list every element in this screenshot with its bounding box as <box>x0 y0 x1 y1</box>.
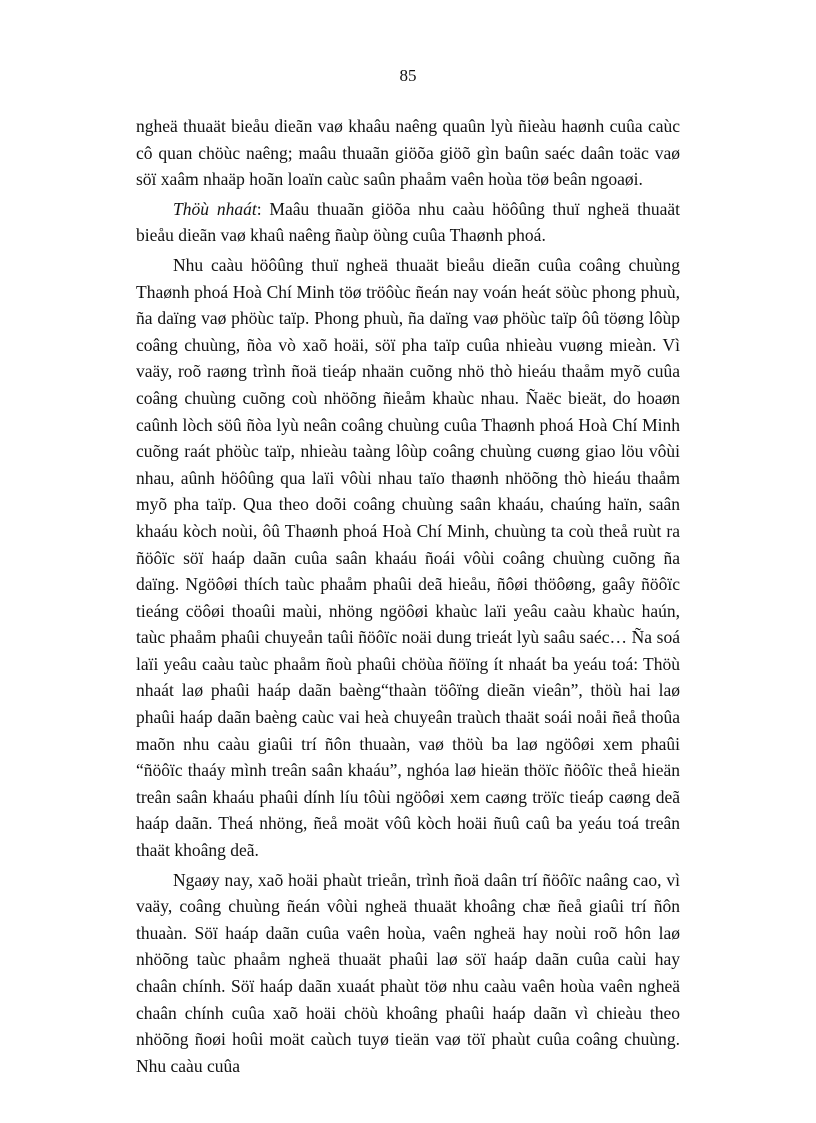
paragraph: ngheä thuaät bieåu dieãn vaø khaâu naêng quaûn lyù ñieàu haønh cuûa caùc cô quan chöùc naêng; maâu thuaãn giöõa giöõ gìn baûn saéc daân toäc vaø söï xaâm nhaäp hoãn loaïn caùc saûn phaåm vaên hoùa töø beân ngoaøi. <box>136 116 680 190</box>
paragraph: Ngaøy nay, xaõ hoäi phaùt trieån, trình ñoä daân trí ñöôïc naâng cao, vì vaäy, coâng chuùng ñeán vôùi ngheä thuaät khoâng chæ ñeå giaûi trí ñôn thuaàn. Söï haáp daãn cuûa vaên hoùa, vaên ngheä hay noùi roõ hôn laø nhöõng taùc phaåm ngheä thuaät phaûi laø söï haáp daãn cuûa caùi hay chaân chính. Söï haáp daãn xuaát phaùt töø nhu caàu vaên hoùa vaên ngheä chaân chính cuûa xaõ hoäi chöù khoâng phaûi haáp daãn vì chieàu theo nhöõng ñoøi hoûi moät caùch tuyø tieän vaø töï phaùt cuûa coâng chuùng. Nhu caàu cuûa <box>136 869 680 1076</box>
paragraph: Nhu caàu höôûng thuï ngheä thuaät bieåu dieãn cuûa coâng chuùng Thaønh phoá Hoà Chí Minh töø tröôùc ñeán nay voán heát söùc phong phuù, ña daïng vaø phöùc taïp. Phong phuù, ña daïng vaø phöùc taïp ôû töøng lôùp coâng chuùng, ñòa vò xaõ hoäi, söï pha taïp cuûa nhieàu vuøng mieàn. Vì vaäy, roõ raøng trình ñoä tieáp nhaän cuõng nhö thò hieáu thaåm myõ cuûa coâng chuùng cuõng coù nhöõng ñieåm khaùc nhau. Ñaëc bieät, do hoaøn caûnh lòch söû ñòa lyù neân coâng chuùng cuûa Thaønh phoá Hoà Chí Minh cuõng raát phöùc taïp, nhieàu taàng lôùp coâng chuùng cuøng giao löu vôùi nhau, aûnh höôûng qua laïi vôùi nhau taïo thaønh nhöõng thò hieáu thaåm myõ pha taïp. Qua theo doõi coâng chuùng saân khaáu, chaúng haïn, saân khaáu kòch noùi, ôû Thaønh phoá Hoà Chí Minh, chuùng ta coù theå ruùt ra ñöôïc söï haáp daãn cuûa saân khaáu ñoái vôùi coâng chuùng cuõng ña daïng. Ngöôøi thích taùc phaåm phaûi deã hieåu, ñôøi thöôøng, gaây ñöôïc tieáng cöôøi thoaûi maùi, nhöng ngöôøi khaùc laïi yeâu caàu khaùc haún, taùc phaåm phaûi chuyeån taûi ñöôïc noäi dung trieát lyù saâu saéc… Ña soá laïi yeâu caàu taùc phaåm ñoù phaûi chöùa ñöïng ít nhaát ba yeáu toá: Thöù nhaát laø phaûi haáp daãn baèng“thaàn töôïng dieãn vieân”, thöù hai laø phaûi haáp daãn baèng caùc vai heà chuyeân traùch thaät soái noåi ñeå thoûa maõn nhu caàu giaûi trí ñôn thuaàn, vaø thöù ba laø ngöôøi xem phaûi “ñöôïc thaáy mình treân saân khaáu”, nghóa laø hieän thöïc ñöôïc theå hieän treân saân khaáu phaûi dính líu tôùi ngöôøi xem caøng tröïc tieáp caøng deã haáp daãn. Theá nhöng, ñeå moät vôû kòch hoäi ñuû caû ba yeáu toá treân thaät khoâng deã. <box>136 254 680 861</box>
page-number: 85 <box>399 66 417 85</box>
body-text <box>136 113 680 1079</box>
paragraph-text: : Maâu thuaãn giöõa nhu caàu höôûng thuï ngheä thuaät bieåu dieãn vaø khaû naêng ñaùp öùng cuûa Thaønh phoá. <box>136 198 680 246</box>
paragraph <box>136 196 680 249</box>
section-lead: Thöù nhaát <box>173 198 257 219</box>
